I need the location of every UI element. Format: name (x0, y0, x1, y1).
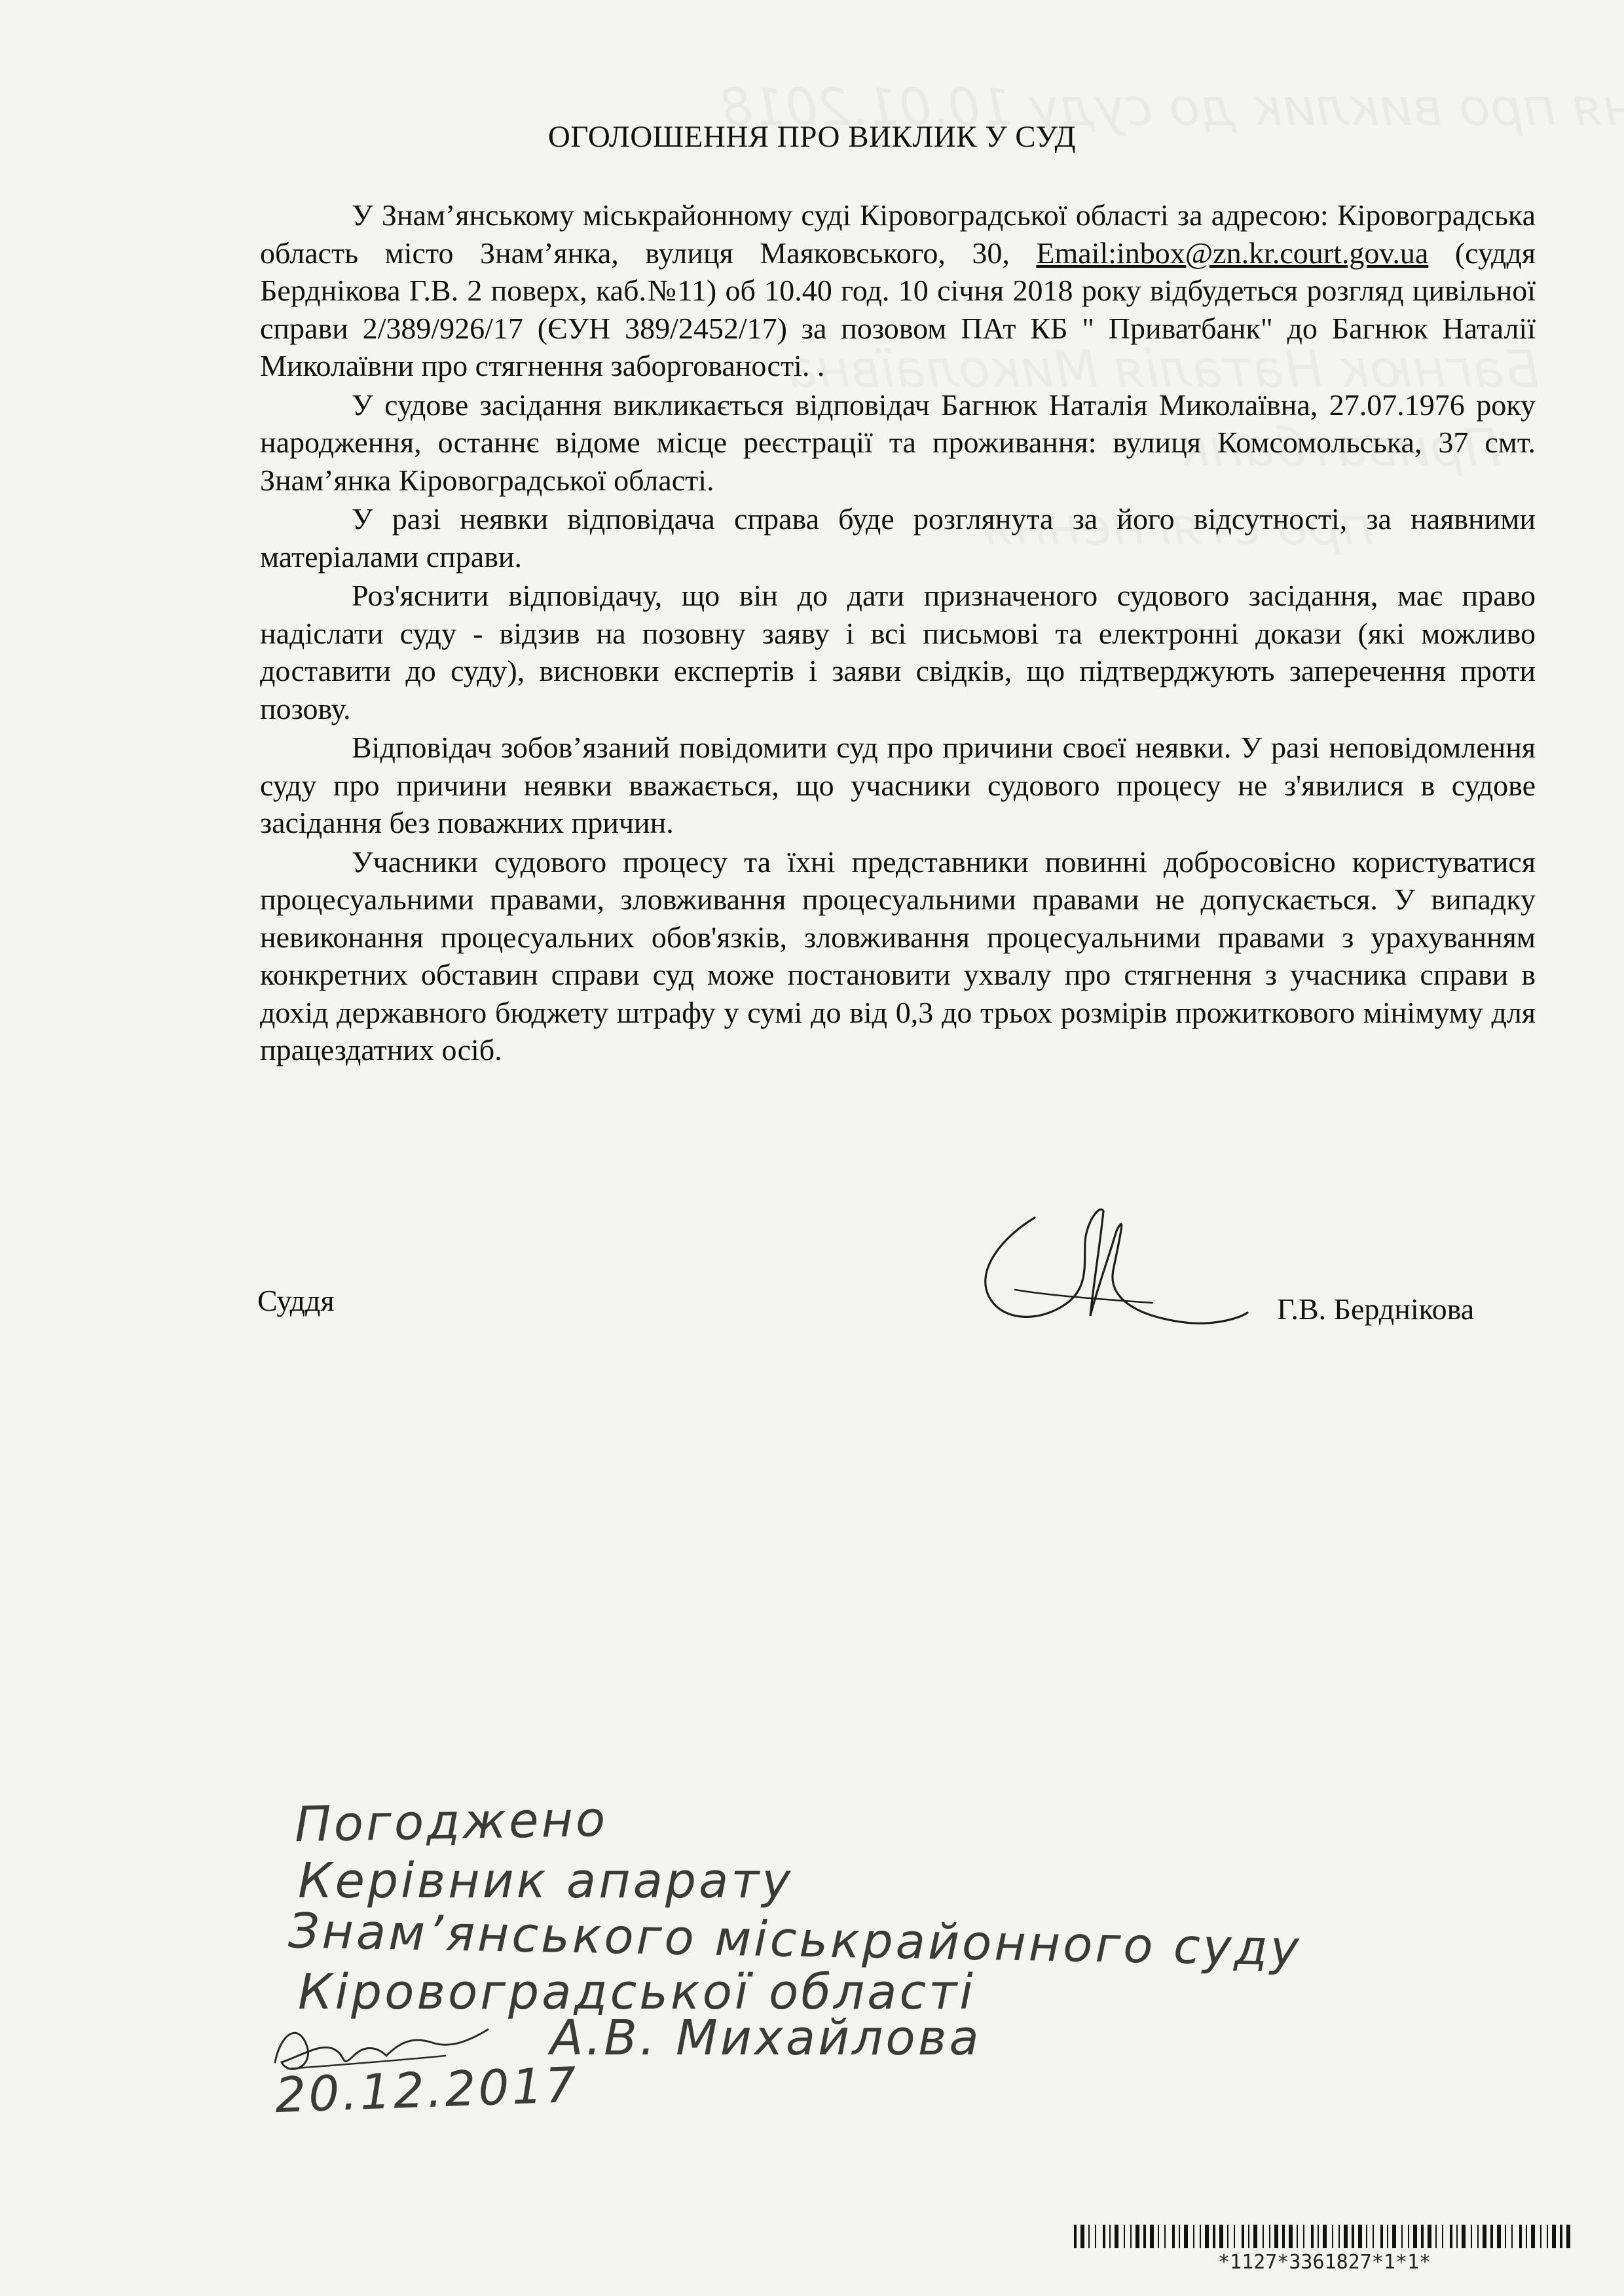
barcode-bar (1428, 2225, 1431, 2248)
barcode-bar (1080, 2225, 1084, 2248)
barcode-bar (1483, 2225, 1486, 2248)
barcode-bar (1531, 2225, 1535, 2248)
barcode-bar (1095, 2225, 1096, 2248)
barcode-bar (1205, 2225, 1209, 2248)
barcode-bar (1248, 2225, 1249, 2248)
barcode-bar (1274, 2225, 1278, 2248)
barcode-bar (1074, 2225, 1077, 2248)
barcode-bar (1547, 2225, 1548, 2248)
barcode-bar (1242, 2225, 1244, 2248)
barcode-bar (1435, 2225, 1437, 2248)
email-link[interactable]: Email:inbox@zn.kr.court.gov.ua (1036, 236, 1429, 270)
barcode-bar (1408, 2225, 1409, 2248)
barcode-bar (1421, 2225, 1424, 2248)
barcode-bar (1401, 2225, 1403, 2248)
barcode-bar (1318, 2225, 1319, 2248)
barcode-bar (1462, 2225, 1466, 2248)
barcode-bar (1332, 2225, 1333, 2248)
barcode-bar (1352, 2225, 1354, 2248)
barcode-bar (1158, 2225, 1159, 2248)
barcode-bar (1338, 2225, 1340, 2248)
barcode-bar (1413, 2225, 1417, 2248)
barcode-bar (1344, 2225, 1348, 2248)
barcode-bar (1282, 2225, 1285, 2248)
document-barcode (1074, 2225, 1572, 2248)
barcode-bar (1505, 2225, 1506, 2248)
barcode-bar (1164, 2225, 1166, 2248)
handwritten-approval: Погоджено (294, 1791, 608, 1853)
barcode-bar (1227, 2225, 1228, 2248)
barcode-bar (1143, 2225, 1146, 2248)
barcode-bar (1366, 2225, 1367, 2248)
barcode-bar (1219, 2225, 1223, 2248)
handwritten-position: Керівник апарату (298, 1853, 794, 1909)
handwritten-court: Знам’янського міськрайонного суду (287, 1903, 1302, 1977)
paragraph-rights: Роз'яснити відповідачу, що він до дати призначеного судового засідання, має право надіслати суду - відзив на позовну заяву і всі письмові та електронні докази (які можливо доставити до суду), висновки експертів і заяви свідків, що підтверджують заперечення проти позову. (260, 579, 1536, 725)
barcode-bar (1115, 2225, 1118, 2248)
judge-name: Г.В. Берднікова (1277, 1292, 1475, 1326)
barcode-bar (1471, 2225, 1472, 2248)
paragraph-summons (260, 196, 1536, 385)
barcode-bar (1135, 2225, 1139, 2248)
barcode-bar (1540, 2225, 1541, 2248)
barcode-bar (1477, 2225, 1479, 2248)
barcode-bar (1358, 2225, 1362, 2248)
handwritten-approver-name: А.В. Михайлова (550, 2010, 982, 2066)
barcode-bar (1253, 2225, 1257, 2248)
document-body (260, 196, 1536, 1069)
barcode-bar (1392, 2225, 1396, 2248)
barcode-bar (1387, 2225, 1388, 2248)
barcode-bar (1150, 2225, 1154, 2248)
barcode-bar (1552, 2225, 1556, 2248)
document-title: ОГОЛОШЕННЯ ПРО ВИКЛИК У СУД (547, 120, 1077, 154)
barcode-bar (1234, 2225, 1235, 2248)
barcode-bar (1172, 2225, 1175, 2248)
handwritten-region: Кіровоградської області (298, 1964, 976, 2020)
paragraph-text: (суддя Берднікова Г.В. 2 поверх, каб.№11) об 10.40 год. 10 січня 2018 року відбудеться розгляд цивільної справи 2/389/926/17 (ЄУН 389/2452/17) за позовом ПАт КБ " Приватбанк" до Багнюк Наталії Миколаївни про стягнення заборгованості. . (260, 236, 1536, 382)
barcode-bar (1289, 2225, 1293, 2248)
barcode-bar (1323, 2225, 1327, 2248)
barcode-bar (1193, 2225, 1194, 2248)
handwritten-date: 20.12.2017 (274, 2056, 580, 2124)
barcode-bar (1490, 2225, 1493, 2248)
barcode-bar (1511, 2225, 1513, 2248)
barcode-bar (1297, 2225, 1298, 2248)
barcode-bar (1124, 2225, 1125, 2248)
barcode-text: *1127*3361827*1*1* (1218, 2251, 1431, 2274)
barcode-bar (1088, 2225, 1090, 2248)
barcode-bar (1263, 2225, 1264, 2248)
paragraph-text: У Знам’янському міськрайонному суді Кіровоградської області за адресою: Кіровоградська область місто Знам’янка, вулиця Маяковського, 30, (260, 198, 1536, 270)
paragraph-defendant: У судове засідання викликається відповідач Багнюк Наталія Миколаївна, 27.07.1976 року народження, останнє відоме місце реєстрації та проживання: вулиця Комсомольська, 37 смт. Знам’янка Кіровоградської області. (260, 388, 1536, 497)
barcode-bar (1200, 2225, 1201, 2248)
barcode-bar (1566, 2225, 1570, 2248)
barcode-bar (1103, 2225, 1105, 2248)
barcode-bar (1184, 2225, 1188, 2248)
barcode-bar (1130, 2225, 1132, 2248)
barcode-bar (1213, 2225, 1215, 2248)
barcode-bar (1269, 2225, 1270, 2248)
judge-role: Суддя (257, 1284, 335, 1317)
barcode-bar (1109, 2225, 1111, 2248)
barcode-bar (1526, 2225, 1527, 2248)
paragraph-absence: У разі неявки відповідача справа буде розглянута за його відсутності, за наявними матеріалами справи. (260, 502, 1536, 574)
paragraph-penalty: Учасники судового процесу та їхні представники повинні добросовісно користуватися процесуальними правами, зловживання процесуальними правами не допускається. У випадку невиконання процесуальних обов'язків, зловживання процесуальними правами з урахуванням конкретних обставин справи суд може постановити ухвалу про стягнення з учасника справи в дохід державного бюджету штрафу у сумі до від 0,3 до трьох розмірів прожиткового мінімуму для працездатних осіб. (260, 845, 1536, 1066)
barcode-bar (1497, 2225, 1501, 2248)
barcode-bar (1179, 2225, 1180, 2248)
barcode-bar (1380, 2225, 1383, 2248)
barcode-bar (1373, 2225, 1374, 2248)
barcode-bar (1519, 2225, 1522, 2248)
barcode-bar (1303, 2225, 1304, 2248)
paragraph-obligation: Відповідач зобов’язаний повідомити суд про причини своєї неявки. У разі неповідомлення суду про причини неявки вважається, що учасники судового процесу не з'явилися в судове засідання без поважних причин. (260, 731, 1536, 839)
barcode-bar (1456, 2225, 1458, 2248)
barcode-bar (1311, 2225, 1314, 2248)
judge-signature (936, 1192, 1251, 1342)
barcode-bar (1450, 2225, 1452, 2248)
barcode-bar (1442, 2225, 1443, 2248)
barcode-bar (1560, 2225, 1562, 2248)
